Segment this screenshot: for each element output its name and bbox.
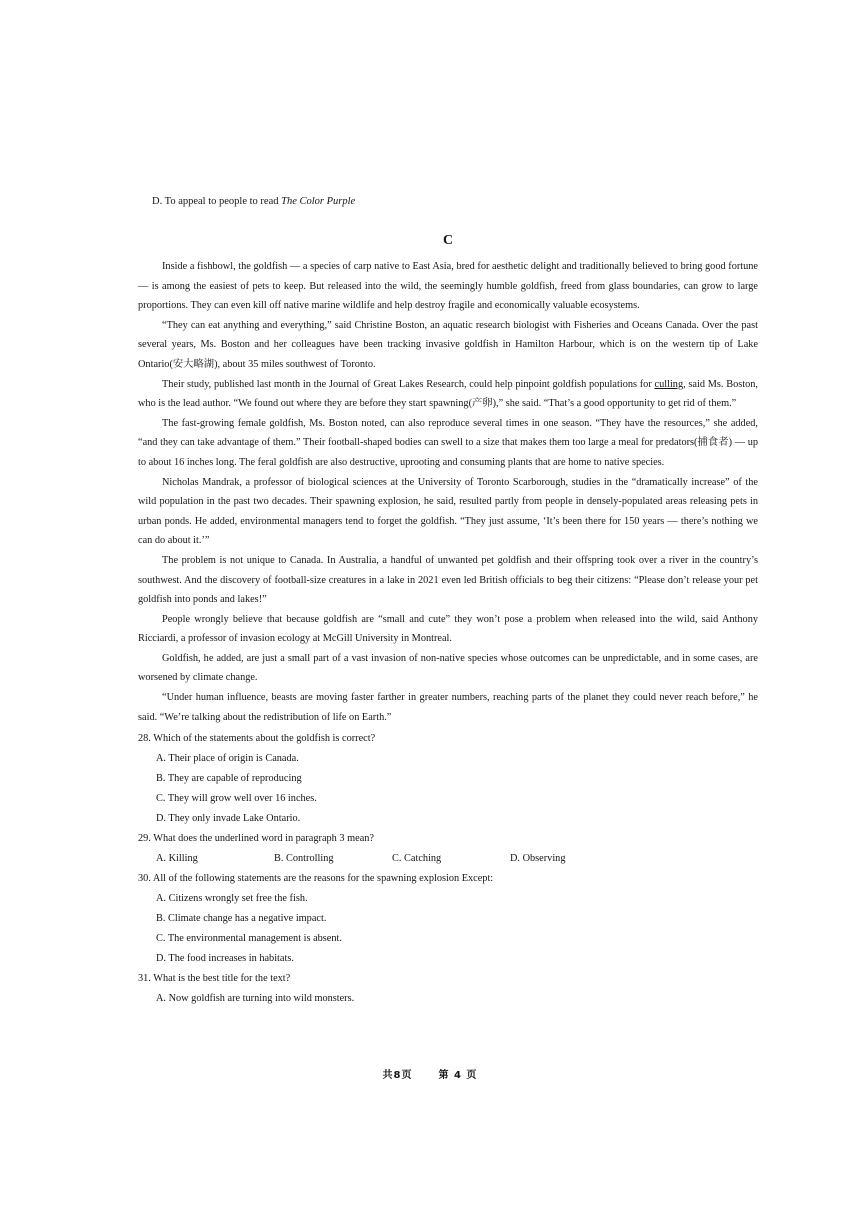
passage-paragraph-5: Nicholas Mandrak, a professor of biological sciences at the University of Toronto Scarborough, studies in the “dramatically increase” of the wild population in the past two decades. Their spawning explosion, he said, resulted partly from people in densely-populated areas releasing pets in urban ponds. He added, environmental managers tend to forget the goldfish. “They just assume, ‘It’s been there for 150 years — there’s nothing we can do about it.’” [138, 476, 758, 547]
option-b: B. Climate change has a negative impact. [156, 913, 327, 925]
passage-paragraph-9: “Under human influence, beasts are moving faster farther in greater numbers, reaching parts of the planet they could never reach before,” he said. “We’re talking about the redistribution of life on Earth.” [138, 692, 758, 723]
passage-paragraph-2: “They can eat anything and everything,” said Christine Boston, an aquatic research biologist with Fisheries and Oceans Canada. Over the past several years, Ms. Boston and her colleagues have been tracking invasive goldfish in Hamilton Harbour, which is on the western tip of Lake Ontario(安大略湖), about 35 miles southwest of Toronto. [138, 319, 758, 370]
passage-paragraph-7: People wrongly believe that because goldfish are “small and cute” they won’t pose a problem when released into the wild, said Anthony Ricciardi, a professor of invasion ecology at McGill University in Montreal. [138, 613, 758, 645]
question-stem: 31. What is the best title for the text? [138, 973, 291, 985]
option-d: D. Observing [510, 853, 566, 865]
underlined-word: culling [654, 378, 684, 390]
option-c: C. The environmental management is absent. [156, 933, 342, 945]
option-b: B. They are capable of reproducing [156, 773, 302, 785]
passage-paragraph-6: The problem is not unique to Canada. In Australia, a handful of unwanted pet goldfish and their offspring took over a river in the country’s southwest. And the discovery of football-size creatures in a lake in 2021 even led British officials to beg their citizens: “Please don’t release your pet goldfish into ponds and lakes!” [138, 554, 758, 606]
paragraph-3-before: Their study, published last month in the Journal of Great Lakes Research, could help pinpoint goldfish populations for [162, 378, 655, 390]
option-a: A. Now goldfish are turning into wild monsters. [156, 993, 355, 1005]
previous-question-option-d [152, 196, 758, 207]
page-footer [0, 1066, 860, 1081]
question-list [138, 729, 758, 1009]
option-c: C. They will grow well over 16 inches. [156, 793, 317, 805]
paragraph-3-after: , said Ms. Boston, who is the lead author. “We found out where they are before they start spawning(产卵),” she said. “That’s a good opportunity to get rid of them.” [138, 378, 758, 410]
question-29 [138, 829, 758, 869]
option-b: B. Controlling [274, 853, 334, 865]
question-stem: 29. What does the underlined word in paragraph 3 mean? [138, 833, 374, 845]
question-stem: 28. Which of the statements about the goldfish is correct? [138, 733, 376, 745]
question-31 [138, 969, 758, 1009]
total-pages: 共8页 [382, 1070, 413, 1081]
exam-page [138, 196, 758, 1009]
option-d: D. They only invade Lake Ontario. [156, 813, 301, 825]
page-number: 第 4 页 [438, 1070, 478, 1081]
option-a: A. Their place of origin is Canada. [156, 753, 299, 765]
reading-passage [138, 257, 758, 727]
question-30 [138, 869, 758, 969]
question-stem: 30. All of the following statements are the reasons for the spawning explosion Except: [138, 873, 494, 885]
passage-paragraph-8: Goldfish, he added, are just a small part of a vast invasion of non-native species whose outcomes can be unpredictable, and in some cases, are worsened by climate change. [138, 652, 758, 684]
section-heading: C [442, 233, 454, 248]
option-c: C. Catching [392, 853, 442, 865]
inline-options [156, 849, 758, 869]
option-a: A. Citizens wrongly set free the fish. [156, 893, 308, 905]
question-28 [138, 729, 758, 829]
option-d: D. The food increases in habitats. [156, 953, 294, 965]
book-title: The Color Purple [281, 196, 356, 207]
passage-paragraph-1: Inside a fishbowl, the goldfish — a species of carp native to East Asia, bred for aesthetic delight and traditionally believed to bring good fortune — is among the easiest of pets to keep. But released into the wild, the seemingly humble goldfish, freed from glass boundaries, can grow to large proportions. They can even kill off native marine wildlife and help destroy fragile and economically valuable ecosystems. [138, 261, 758, 312]
passage-paragraph-3 [138, 375, 758, 414]
option-a: A. Killing [156, 853, 198, 865]
passage-paragraph-4: The fast-growing female goldfish, Ms. Boston noted, can also reproduce several times in one season. “They have the resources,” she added, “and they can take advantage of them.” Their football-shaped bodies can swell to a size that makes them too large a meal for predators(捕食者) — up to about 16 inches long. The feral goldfish are also destructive, uprooting and consuming plants that are home to native species. [138, 417, 758, 468]
prev-option-text: D. To appeal to people to read [152, 196, 282, 207]
